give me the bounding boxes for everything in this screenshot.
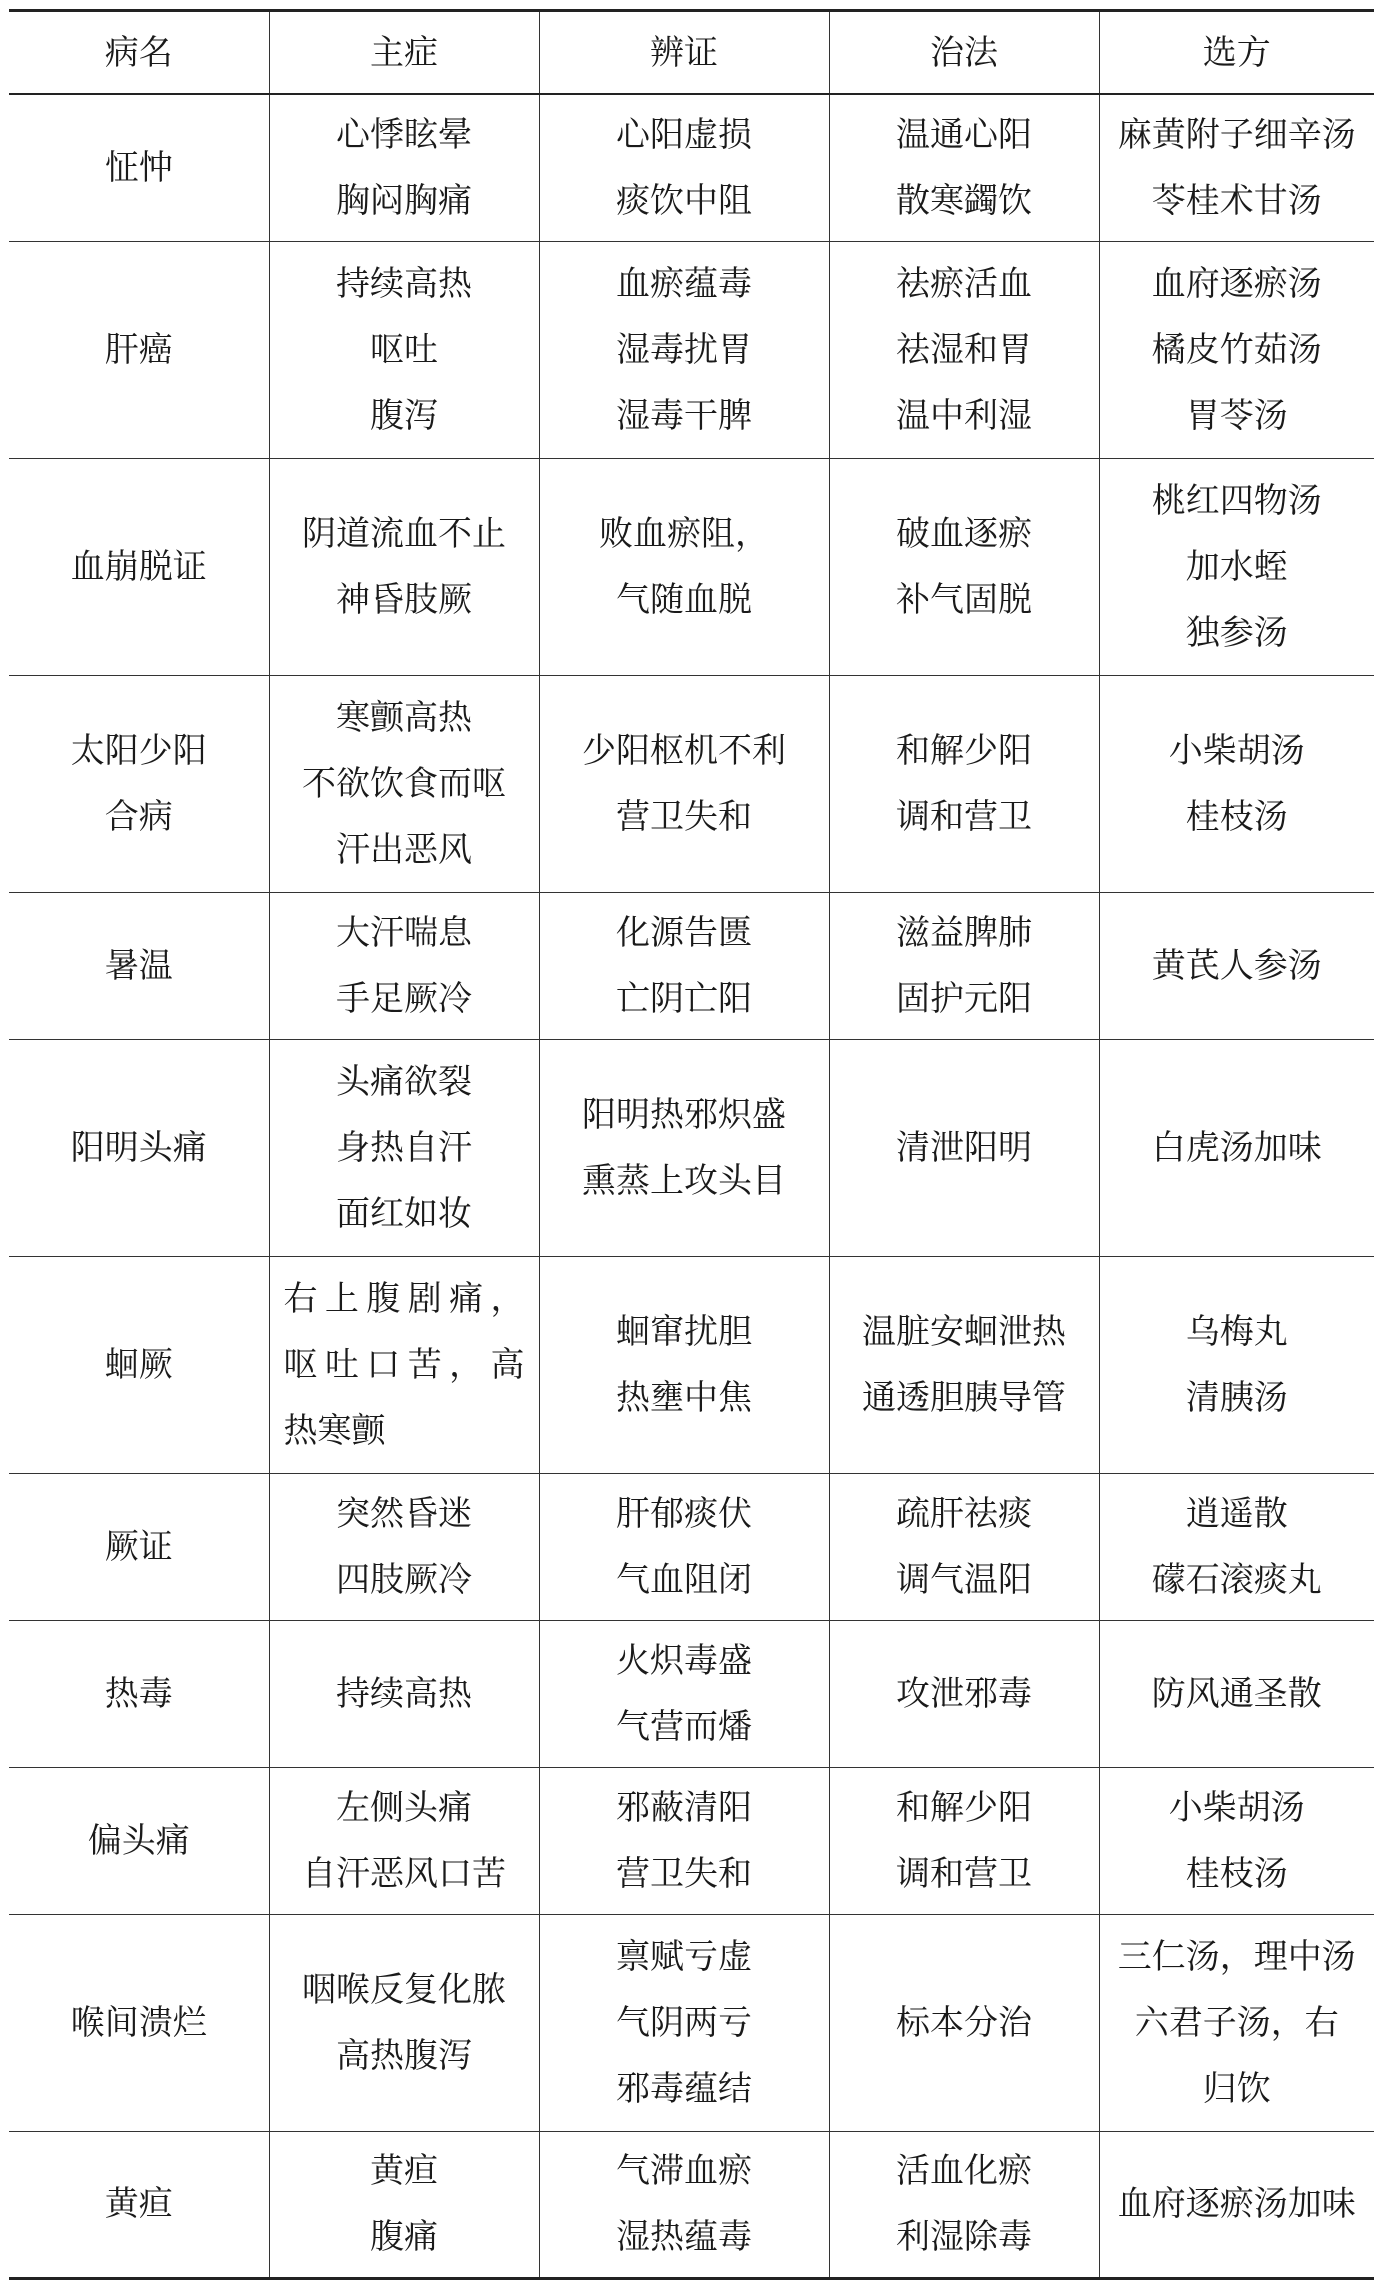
- cell-text-line: 湿毒干脾: [616, 395, 752, 436]
- formula-cell: [1099, 892, 1374, 1039]
- cell-text-line: 礞石滚痰丸: [1151, 1559, 1322, 1600]
- pattern-cell: [539, 94, 829, 241]
- pattern-cell: [539, 1620, 829, 1767]
- cell-text-line: 合病: [104, 796, 173, 837]
- symptoms-cell: [269, 1914, 539, 2131]
- cell-text-line: 蛔厥: [104, 1344, 173, 1385]
- cell-text-line: 祛湿和胃: [896, 329, 1032, 370]
- disease-name-cell: [9, 675, 269, 892]
- cell-text-line: 疏肝祛痰: [896, 1493, 1032, 1534]
- table-row: [9, 675, 1374, 892]
- disease-treatment-table: [9, 9, 1374, 2280]
- cell-text-line: 腹泻: [370, 395, 438, 436]
- table-row: [9, 94, 1374, 241]
- table-body: [9, 94, 1374, 2278]
- cell-text-line: 阴道流血不止: [302, 513, 506, 554]
- method-cell: [829, 1914, 1099, 2131]
- cell-text-line: 滋益脾肺: [896, 912, 1032, 953]
- header-pattern: 辨证: [539, 11, 829, 95]
- cell-text-line: 肝郁痰伏: [616, 1493, 752, 1534]
- formula-cell: [1099, 675, 1374, 892]
- pattern-cell: [539, 2131, 829, 2278]
- disease-name-cell: [9, 241, 269, 458]
- cell-text-line: 气滞血瘀: [616, 2151, 752, 2191]
- header-disease-name: 病名: [9, 11, 269, 95]
- cell-text-line: 气血阻闭: [616, 1559, 752, 1600]
- cell-text-line: 加水蛭: [1185, 546, 1288, 587]
- pattern-cell: [539, 1473, 829, 1620]
- cell-text-line: 腹痛: [370, 2217, 438, 2257]
- formula-cell: [1099, 1620, 1374, 1767]
- cell-text-line: 调气温阳: [896, 1559, 1032, 1600]
- cell-text-line: 麻黄附子细辛汤: [1117, 114, 1356, 155]
- method-cell: [829, 1620, 1099, 1767]
- table-row: [9, 1256, 1374, 1473]
- cell-text-line: 祛瘀活血: [896, 263, 1032, 304]
- cell-text-line: 小柴胡汤: [1168, 1787, 1305, 1828]
- cell-text-line: 呕吐: [370, 329, 438, 370]
- cell-text-line: 桂枝汤: [1185, 1853, 1288, 1894]
- formula-cell: [1099, 1914, 1374, 2131]
- symptoms-cell: [269, 892, 539, 1039]
- formula-cell: [1099, 1256, 1374, 1473]
- cell-text-line: 气随血脱: [616, 579, 752, 620]
- disease-name-cell: [9, 1767, 269, 1914]
- cell-text-line: 黄芪人参汤: [1151, 945, 1322, 986]
- method-cell: [829, 2131, 1099, 2278]
- cell-text-line: 自汗恶风口苦: [302, 1853, 506, 1894]
- cell-text-line: 调和营卫: [896, 796, 1032, 837]
- table-row: [9, 892, 1374, 1039]
- cell-text-line: 防风通圣散: [1151, 1673, 1322, 1714]
- method-cell: [829, 892, 1099, 1039]
- disease-name-cell: [9, 892, 269, 1039]
- pattern-cell: [539, 241, 829, 458]
- formula-cell: [1099, 458, 1374, 675]
- cell-text-line: 清泄阳明: [896, 1127, 1032, 1168]
- cell-text-line: 六君子汤，右: [1134, 2002, 1339, 2043]
- cell-text-line: 禀赋亏虚: [616, 1936, 752, 1977]
- cell-text-line: 蛔窜扰胆: [616, 1311, 752, 1352]
- cell-text-line: 营卫失和: [616, 1853, 752, 1894]
- symptoms-cell: [269, 675, 539, 892]
- cell-text-line: 血府逐瘀汤加味: [1117, 2184, 1356, 2224]
- pattern-cell: [539, 675, 829, 892]
- cell-text-line: 湿热蕴毒: [616, 2217, 752, 2257]
- method-cell: [829, 94, 1099, 241]
- cell-text-line: 黄疸: [104, 2184, 173, 2224]
- disease-name-cell: [9, 1039, 269, 1256]
- header-row: [9, 11, 1374, 95]
- cell-text-line: 寒颤高热: [336, 697, 472, 738]
- symptoms-cell: [269, 1256, 539, 1473]
- pattern-cell: [539, 892, 829, 1039]
- disease-name-cell: [9, 1914, 269, 2131]
- cell-text-line: 热寒颤: [283, 1410, 386, 1451]
- cell-text-line: 邪毒蕴结: [616, 2068, 752, 2109]
- table-row: [9, 1039, 1374, 1256]
- cell-text-line: 归饮: [1202, 2068, 1271, 2109]
- cell-text-line: 破血逐瘀: [896, 513, 1032, 554]
- cell-text-line: 活血化瘀: [896, 2151, 1032, 2191]
- method-cell: [829, 1767, 1099, 1914]
- cell-text-line: 暑温: [104, 945, 173, 986]
- cell-text-line: 固护元阳: [896, 978, 1032, 1019]
- method-cell: [829, 1473, 1099, 1620]
- formula-cell: [1099, 1473, 1374, 1620]
- disease-name-cell: [9, 1256, 269, 1473]
- cell-text-line: 逍遥散: [1185, 1493, 1288, 1534]
- method-cell: [829, 458, 1099, 675]
- cell-text-line: 心悸眩晕: [336, 114, 472, 155]
- cell-text-line: 和解少阳: [896, 730, 1032, 771]
- disease-name-cell: [9, 1473, 269, 1620]
- cell-text-line: 持续高热: [336, 263, 472, 304]
- cell-text-line: 怔忡: [104, 147, 173, 188]
- cell-text-line: 标本分治: [896, 2002, 1032, 2043]
- cell-text-line: 阳明头痛: [70, 1127, 207, 1168]
- cell-text-line: 手足厥冷: [336, 978, 472, 1019]
- symptoms-cell: [269, 2131, 539, 2278]
- cell-text-line: 攻泄邪毒: [896, 1673, 1032, 1714]
- cell-text-line: 散寒蠲饮: [896, 180, 1032, 221]
- cell-text-line: 气阴两亏: [616, 2002, 752, 2043]
- pattern-cell: [539, 1767, 829, 1914]
- cell-text-line: 面红如妆: [336, 1193, 472, 1234]
- cell-text-line: 湿毒扰胃: [616, 329, 752, 370]
- cell-text-line: 桃红四物汤: [1151, 480, 1322, 521]
- cell-text-line: 热壅中焦: [616, 1377, 752, 1418]
- disease-name-cell: [9, 2131, 269, 2278]
- method-cell: [829, 1039, 1099, 1256]
- symptoms-cell: [269, 1039, 539, 1256]
- cell-text-line: 三仁汤，理中汤: [1117, 1936, 1356, 1977]
- cell-text-line: 血崩脱证: [70, 546, 207, 587]
- cell-text-line: 桂枝汤: [1185, 796, 1288, 837]
- cell-text-line: 右上腹剧痛，: [283, 1278, 525, 1319]
- cell-text-line: 咽喉反复化脓: [302, 1969, 506, 2010]
- table-row: [9, 458, 1374, 675]
- header-formula: 选方: [1099, 11, 1374, 95]
- pattern-cell: [539, 1914, 829, 2131]
- cell-text-line: 左侧头痛: [336, 1787, 472, 1828]
- cell-text-line: 心阳虚损: [616, 114, 752, 155]
- cell-text-line: 少阳枢机不利: [582, 730, 786, 771]
- table-row: [9, 241, 1374, 458]
- cell-text-line: 温通心阳: [896, 114, 1032, 155]
- cell-text-line: 苓桂术甘汤: [1151, 180, 1322, 221]
- disease-name-cell: [9, 458, 269, 675]
- cell-text-line: 阳明热邪炽盛: [582, 1094, 786, 1135]
- formula-cell: [1099, 94, 1374, 241]
- table-row: [9, 1914, 1374, 2131]
- method-cell: [829, 675, 1099, 892]
- table-row: [9, 1473, 1374, 1620]
- formula-cell: [1099, 2131, 1374, 2278]
- table-row: [9, 2131, 1374, 2278]
- cell-text-line: 黄疸: [370, 2151, 438, 2191]
- symptoms-cell: [269, 458, 539, 675]
- cell-text-line: 橘皮竹茹汤: [1151, 329, 1322, 370]
- cell-text-line: 呕吐口苦，高: [283, 1344, 525, 1385]
- cell-text-line: 血府逐瘀汤: [1151, 263, 1322, 304]
- cell-text-line: 亡阴亡阳: [616, 978, 752, 1019]
- cell-text-line: 通透胆胰导管: [862, 1377, 1066, 1418]
- symptoms-cell: [269, 94, 539, 241]
- cell-text-line: 痰饮中阻: [616, 180, 752, 221]
- disease-name-cell: [9, 94, 269, 241]
- cell-text-line: 乌梅丸: [1185, 1311, 1288, 1352]
- table-row: [9, 1767, 1374, 1914]
- cell-text-line: 大汗喘息: [336, 912, 472, 953]
- pattern-cell: [539, 1256, 829, 1473]
- cell-text-line: 持续高热: [336, 1673, 472, 1714]
- cell-text-line: 小柴胡汤: [1168, 730, 1305, 771]
- cell-text-line: 厥证: [104, 1526, 173, 1567]
- method-cell: [829, 1256, 1099, 1473]
- cell-text-line: 和解少阳: [896, 1787, 1032, 1828]
- cell-text-line: 胸闷胸痛: [336, 180, 472, 221]
- symptoms-cell: [269, 1767, 539, 1914]
- table-row: [9, 1620, 1374, 1767]
- cell-text-line: 火炽毒盛: [616, 1640, 752, 1681]
- cell-text-line: 清胰汤: [1185, 1377, 1288, 1418]
- formula-cell: [1099, 241, 1374, 458]
- header-main-symptoms: 主症: [269, 11, 539, 95]
- cell-text-line: 高热腹泻: [336, 2035, 472, 2076]
- cell-text-line: 邪蔽清阳: [616, 1787, 752, 1828]
- cell-text-line: 神昏肢厥: [336, 579, 472, 620]
- cell-text-line: 温脏安蛔泄热: [862, 1311, 1066, 1352]
- cell-text-line: 补气固脱: [896, 579, 1032, 620]
- symptoms-cell: [269, 241, 539, 458]
- symptoms-cell: [269, 1620, 539, 1767]
- disease-name-cell: [9, 1620, 269, 1767]
- cell-text-line: 身热自汗: [336, 1127, 472, 1168]
- cell-text-line: 头痛欲裂: [336, 1061, 472, 1102]
- header-treatment-method: 治法: [829, 11, 1099, 95]
- cell-text-line: 肝癌: [104, 329, 173, 370]
- cell-text-line: 独参汤: [1185, 612, 1288, 653]
- formula-cell: [1099, 1767, 1374, 1914]
- cell-text-line: 太阳少阳: [70, 730, 207, 771]
- pattern-cell: [539, 1039, 829, 1256]
- pattern-cell: [539, 458, 829, 675]
- symptoms-cell: [269, 1473, 539, 1620]
- cell-text-line: 温中利湿: [896, 395, 1032, 436]
- cell-text-line: 不欲饮食而呕: [302, 763, 506, 804]
- method-cell: [829, 241, 1099, 458]
- cell-text-line: 汗出恶风: [336, 829, 472, 870]
- cell-text-line: 白虎汤加味: [1151, 1127, 1322, 1168]
- cell-text-line: 热毒: [104, 1673, 173, 1714]
- cell-text-line: 四肢厥冷: [336, 1559, 472, 1600]
- cell-text-line: 败血瘀阻，: [599, 513, 769, 554]
- cell-text-line: 利湿除毒: [896, 2217, 1032, 2257]
- cell-text-line: 突然昏迷: [336, 1493, 472, 1534]
- cell-text-line: 调和营卫: [896, 1853, 1032, 1894]
- cell-text-line: 熏蒸上攻头目: [582, 1160, 786, 1201]
- cell-text-line: 化源告匮: [616, 912, 752, 953]
- cell-text-line: 气营而燔: [616, 1706, 752, 1747]
- cell-text-line: 偏头痛: [87, 1820, 190, 1861]
- cell-text-line: 胃苓汤: [1185, 395, 1288, 436]
- cell-text-line: 血瘀蕴毒: [616, 263, 752, 304]
- cell-text-line: 喉间溃烂: [70, 2002, 207, 2043]
- formula-cell: [1099, 1039, 1374, 1256]
- table-container: [9, 9, 1374, 2280]
- cell-text-line: 营卫失和: [616, 796, 752, 837]
